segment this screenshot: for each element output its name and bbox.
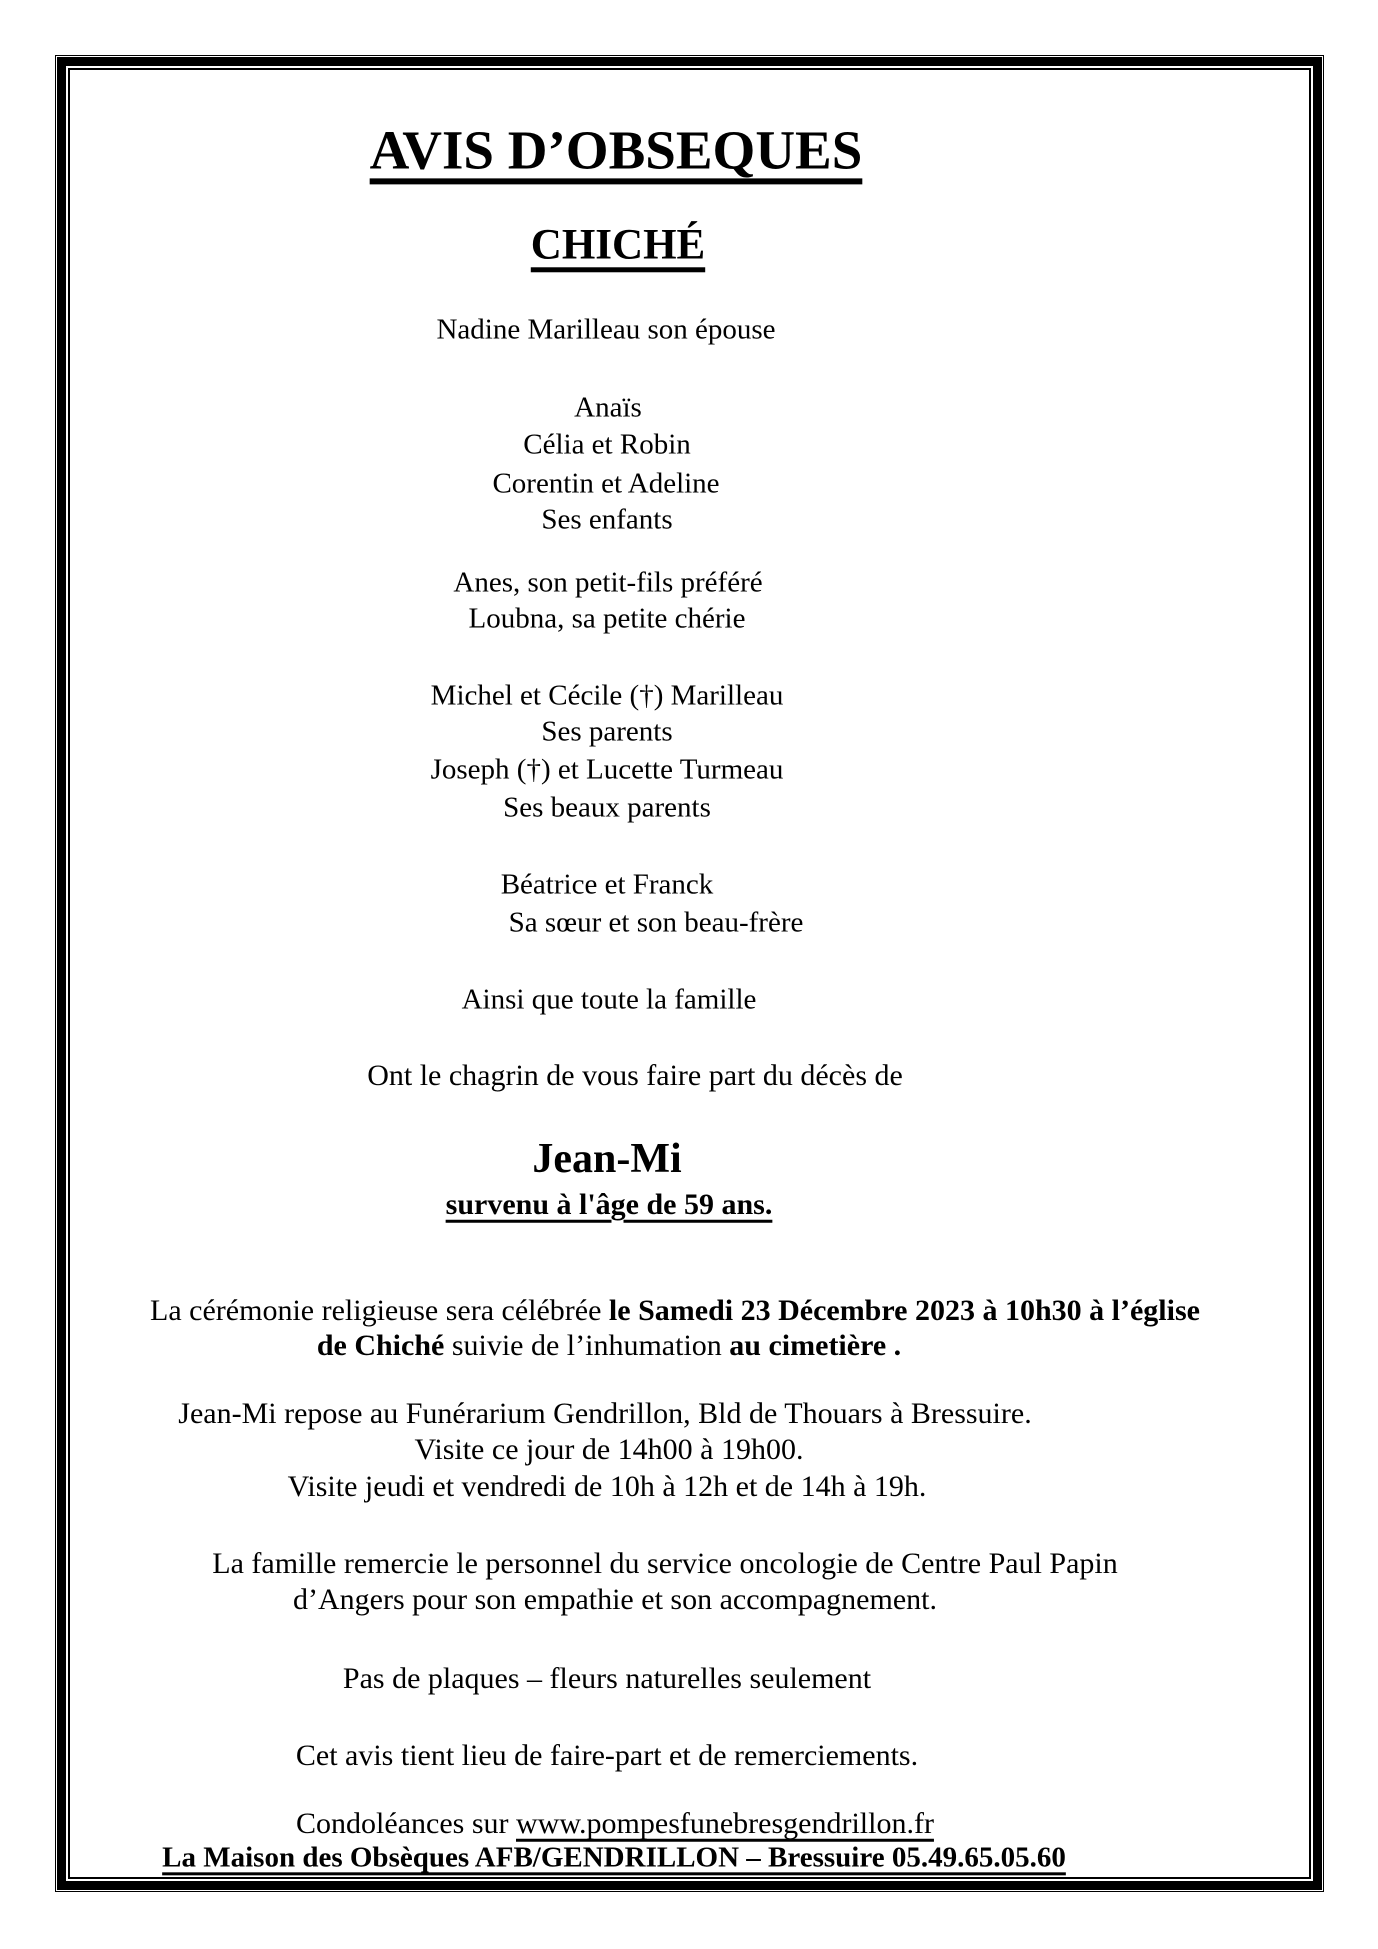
deceased-name: Jean-Mi — [532, 1135, 682, 1182]
ceremony-text: suivie de l’inhumation — [444, 1328, 730, 1362]
child-line: Corentin et Adeline — [492, 467, 720, 500]
ceremony-place: de Chiché — [316, 1328, 445, 1362]
parents-line: Michel et Cécile (†) Marilleau — [430, 679, 784, 712]
child-line: Anaïs — [574, 391, 642, 424]
child-line: Célia et Robin — [523, 428, 691, 461]
spouse-line: Nadine Marilleau son épouse — [436, 313, 776, 346]
siblings-line: Béatrice et Franck — [500, 868, 714, 901]
children-label: Ses enfants — [541, 503, 673, 536]
parents-in-law-line: Joseph (†) et Lucette Turmeau — [430, 753, 784, 786]
condolences-text: Condoléances sur — [296, 1806, 516, 1840]
thanks-line-1: La famille remercie le personnel du service oncologie de Centre Paul Papin — [212, 1546, 1118, 1580]
visit-line: Visite jeudi et vendredi de 10h à 12h et de 14h à 19h. — [287, 1469, 927, 1503]
ceremony-cemetery: au cimetière . — [729, 1328, 902, 1362]
deceased-age-line: survenu à l'âge de 59 ans. — [445, 1187, 773, 1221]
announcement-line: Ont le chagrin de vous faire part du décès de — [367, 1058, 903, 1092]
ceremony-text: La cérémonie religieuse sera célébrée — [150, 1293, 609, 1327]
condolences-line — [0, 1807, 1304, 1842]
grandson-line: Anes, son petit-fils préféré — [453, 566, 763, 599]
thanks-line-2: d’Angers pour son empathie et son accompagnement. — [293, 1582, 937, 1616]
ceremony-datetime: le Samedi 23 Décembre 2023 à 10h30 à l’église — [608, 1293, 1200, 1327]
ceremony-line-2 — [0, 1329, 1298, 1364]
condolences-url-link[interactable]: www.pompesfunebresgendrillon.fr — [516, 1806, 934, 1840]
notice-title: AVIS D’OBSEQUES — [369, 119, 863, 181]
parents-in-law-label: Ses beaux parents — [503, 791, 711, 824]
granddaughter-line: Loubna, sa petite chérie — [468, 602, 746, 635]
ceremony-line-1 — [0, 1294, 1364, 1329]
faire-part-line: Cet avis tient lieu de faire-part et de remerciements. — [295, 1738, 919, 1772]
parents-label: Ses parents — [541, 715, 673, 748]
commune-name: CHICHÉ — [530, 221, 706, 269]
siblings-label: Sa sœur et son beau-frère — [508, 906, 804, 939]
repose-line: Jean-Mi repose au Funérarium Gendrillon, Bld de Thouars à Bressuire. — [178, 1396, 1032, 1430]
whole-family-line: Ainsi que toute la famille — [461, 983, 757, 1016]
funeral-home-footer: La Maison des Obsèques AFB/GENDRILLON – Bressuire 05.49.65.05.60 — [162, 1841, 1066, 1874]
visit-line: Visite ce jour de 14h00 à 19h00. — [414, 1432, 804, 1466]
flowers-line: Pas de plaques – fleurs naturelles seulement — [342, 1661, 872, 1695]
